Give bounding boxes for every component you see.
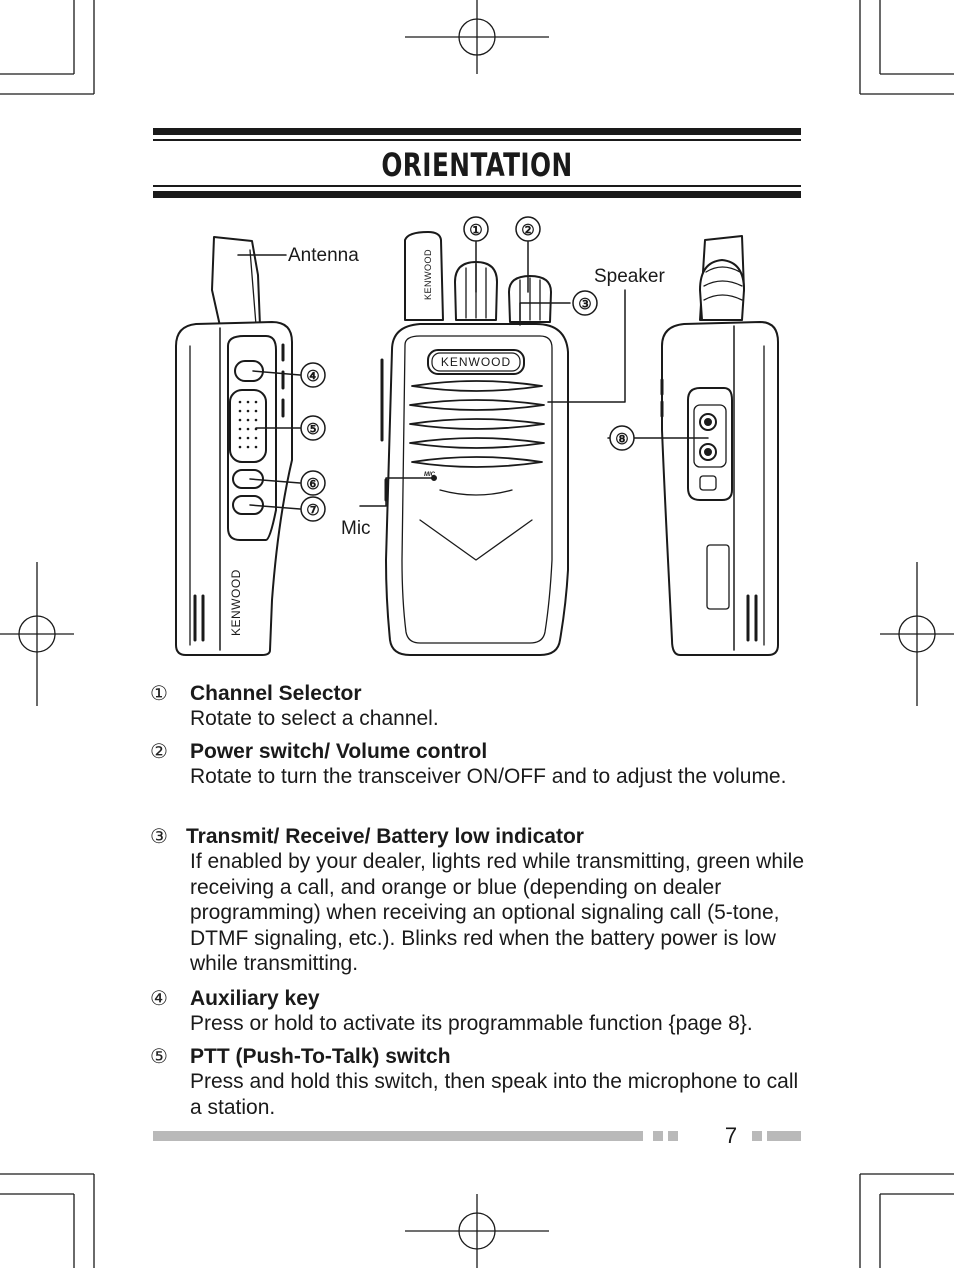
item-title: Channel Selector	[190, 682, 362, 705]
antenna-brand-logo: KENWOOD	[423, 248, 433, 300]
item-number: ④	[150, 988, 168, 1010]
item-number: ②	[150, 741, 168, 763]
callout-1-number: ①	[469, 222, 483, 239]
callout-5-number: ⑤	[306, 421, 320, 438]
right-side-view	[662, 236, 778, 655]
footer-dot	[668, 1131, 678, 1141]
item-description: Rotate to select a channel.	[190, 707, 439, 730]
callout-2-number: ②	[521, 222, 535, 239]
item-number: ①	[150, 683, 168, 705]
callout-4-number: ④	[306, 368, 320, 385]
footer-dot	[752, 1131, 762, 1141]
list-item-ptt-switch	[150, 1044, 810, 1122]
side-brand-logo: KENWOOD	[229, 569, 243, 636]
callout-6-number: ⑥	[306, 476, 320, 493]
list-item-power-volume	[150, 739, 810, 817]
item-title: Transmit/ Receive/ Battery low indicator	[186, 825, 584, 848]
list-item-auxiliary-key	[150, 986, 810, 1038]
item-description: Press or hold to activate its programmable function {page 8}.	[190, 1012, 753, 1035]
footer-bar-right	[767, 1131, 801, 1141]
front-view	[382, 232, 568, 655]
page-number: 7	[724, 1123, 738, 1148]
front-brand-logo: KENWOOD	[440, 355, 512, 369]
item-number: ③	[150, 826, 168, 848]
callout-8-number: ⑧	[615, 431, 629, 448]
item-title: Auxiliary key	[190, 987, 320, 1010]
footer-bar-left	[153, 1131, 643, 1141]
item-title: Power switch/ Volume control	[190, 740, 488, 763]
item-title: PTT (Push-To-Talk) switch	[190, 1045, 451, 1068]
list-item-channel-selector	[150, 681, 810, 733]
callout-7-number: ⑦	[306, 502, 320, 519]
item-description: Press and hold this switch, then speak into the microphone to call a station.	[190, 1070, 799, 1119]
item-description: If enabled by your dealer, lights red while transmitting, green while receiving a call, and orange or blue (depending on dealer programming) when receiving an optional signaling call (5-tone, DTMF signaling, etc.). Blinks red when the battery power is low while transmitting.	[190, 850, 805, 975]
list-item-indicator	[150, 824, 810, 980]
item-description: Rotate to turn the transceiver ON/OFF and to adjust the volume.	[190, 765, 787, 788]
mic-mark: MIC	[424, 472, 435, 478]
antenna-label: Antenna	[288, 245, 359, 266]
page-title: ORIENTATION	[381, 146, 573, 184]
mic-label: Mic	[341, 518, 371, 539]
callout-3-number: ③	[578, 296, 592, 313]
item-number: ⑤	[150, 1046, 168, 1068]
footer-dot	[653, 1131, 663, 1141]
speaker-label: Speaker	[594, 266, 665, 287]
